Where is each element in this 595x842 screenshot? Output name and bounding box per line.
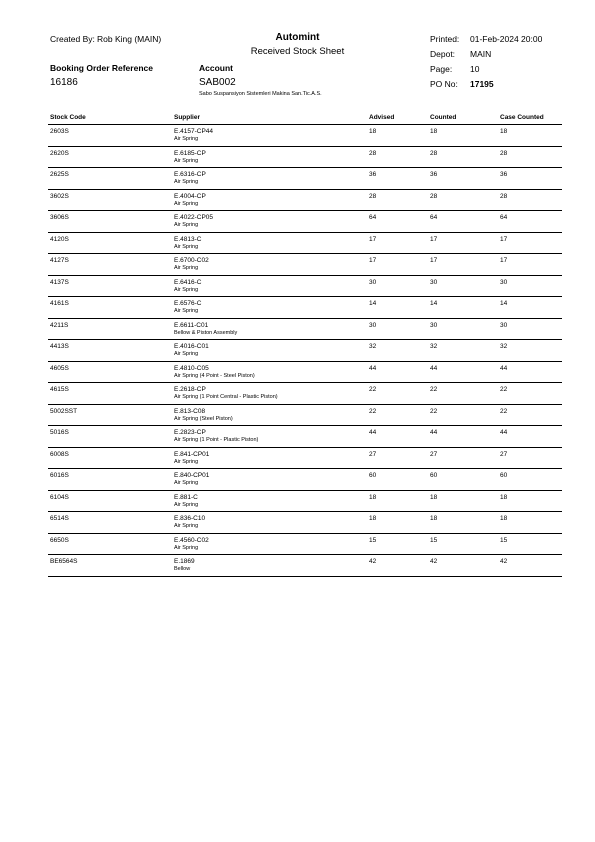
counted-qty: 15 [430,536,438,544]
counted-qty: 27 [430,450,438,458]
created-by-value: Rob King (MAIN) [97,34,162,44]
case-counted-qty: 30 [500,278,508,286]
case-counted-qty: 28 [500,192,508,200]
counted-qty: 18 [430,493,438,501]
advised-qty: 15 [369,536,377,544]
counted-qty: 22 [430,407,438,415]
stock-code: 6104S [50,493,69,501]
col-stock-code: Stock Code [50,114,86,121]
table-row [48,340,562,362]
advised-qty: 36 [369,171,377,178]
stock-code: 4413S [50,343,69,350]
case-counted-qty: 18 [500,515,508,522]
supplier-code: E.4810-C05 [174,364,209,372]
advised-qty: 14 [369,300,377,307]
supplier-code: E.2823-CP [174,429,206,436]
advised-qty: 18 [369,493,377,501]
item-description: Air Spring [174,179,199,185]
advised-qty: 28 [369,192,377,200]
counted-qty: 30 [430,278,438,286]
supplier-code: E.813-C08 [174,407,206,415]
counted-qty: 44 [430,364,438,372]
table-row [48,190,562,212]
supplier-code: E.6185-CP [174,149,206,157]
depot-value: MAIN [470,49,492,59]
case-counted-qty: 42 [500,558,508,565]
table-row [48,297,562,319]
supplier-code: E.6611-C01 [174,321,209,329]
case-counted-qty: 18 [500,128,508,135]
advised-qty: 27 [369,450,377,458]
table-row [48,383,562,405]
counted-qty: 44 [430,429,438,436]
stock-code: 3602S [50,192,69,200]
stock-code: 4615S [50,386,69,393]
advised-qty: 44 [369,364,377,372]
booking-ref-value: 16186 [50,77,78,88]
item-description: Air Spring [174,544,199,551]
stock-code: 6650S [50,536,69,544]
printed-label: Printed: [430,34,460,44]
table-row [48,555,562,577]
item-description: Air Spring (4 Point - Steel Piston) [174,372,255,379]
counted-qty: 64 [430,214,438,221]
created-by-label: Created By: [50,34,95,44]
account-name: Sabo Suspansiyon Sistemleri Makina San.Tic.A.S. [199,91,322,97]
table-row [48,362,562,384]
col-counted: Counted [430,114,457,121]
table-row [48,405,562,427]
case-counted-qty: 22 [500,386,508,393]
case-counted-qty: 64 [500,214,508,221]
table-row [48,512,562,534]
supplier-code: E.4004-CP [174,192,206,200]
advised-qty: 17 [369,257,377,264]
table-row [48,534,562,556]
table-row [48,469,562,491]
account-value: SAB002 [199,77,236,88]
item-description: Air Spring [174,501,199,508]
case-counted-qty: 28 [500,149,508,157]
table-row [48,276,562,298]
supplier-code: E.840-CP01 [174,472,210,479]
stock-code: 4137S [50,278,69,286]
advised-qty: 42 [369,558,377,565]
advised-qty: 18 [369,515,377,522]
table-row [48,448,562,470]
supplier-code: E.4157-CP44 [174,128,214,135]
case-counted-qty: 15 [500,536,508,544]
col-supplier: Supplier [174,114,201,121]
supplier-code: E.2618-CP [174,386,206,393]
page-label: Page: [430,64,453,74]
case-counted-qty: 18 [500,493,508,501]
col-case-counted: Case Counted [500,114,544,121]
case-counted-qty: 30 [500,321,508,329]
company-name: Automint [275,32,320,43]
stock-code: 2620S [50,149,69,157]
po-label: PO No: [430,79,458,89]
account-label: Account [199,63,233,73]
advised-qty: 30 [369,321,377,329]
counted-qty: 42 [430,558,438,565]
item-description: Air Spring [174,523,199,529]
case-counted-qty: 17 [500,235,508,243]
counted-qty: 17 [430,257,438,264]
advised-qty: 30 [369,278,377,286]
counted-qty: 32 [430,343,438,350]
counted-qty: 18 [430,128,438,135]
item-description: Air Spring (1 Point Central - Plastic Piston) [174,394,278,400]
table-row [48,233,562,255]
item-description: Air Spring [174,351,199,357]
table-row [48,254,562,276]
supplier-code: E.1869 [174,558,195,565]
col-advised: Advised [369,114,395,121]
advised-qty: 60 [369,472,377,479]
stock-code: 4127S [50,257,69,264]
stock-code: 5016S [50,429,69,436]
table-row [48,319,562,341]
table-row [48,426,562,448]
depot-label: Depot: [430,49,456,59]
counted-qty: 17 [430,235,438,243]
item-description: Bellow & Piston Assembly [174,329,238,336]
supplier-code: E.881-C [174,493,198,501]
item-description: Air Spring [174,458,199,465]
counted-qty: 14 [430,300,438,307]
item-description: Air Spring (Steel Piston) [174,415,233,422]
advised-qty: 18 [369,128,377,135]
case-counted-qty: 22 [500,407,508,415]
table-header [48,114,562,125]
case-counted-qty: 32 [500,343,508,350]
supplier-code: E.4016-C01 [174,343,209,350]
supplier-code: E.841-CP01 [174,450,210,458]
advised-qty: 64 [369,214,377,221]
advised-qty: 17 [369,235,377,243]
stock-code: 2603S [50,128,69,135]
counted-qty: 18 [430,515,438,522]
table-row [48,125,562,147]
booking-ref-label: Booking Order Reference [50,63,153,73]
case-counted-qty: 60 [500,472,508,479]
counted-qty: 36 [430,171,438,178]
stock-code: 6008S [50,450,69,458]
item-description: Air Spring [174,157,199,164]
stock-table [48,114,562,577]
case-counted-qty: 17 [500,257,508,264]
report-title: Received Stock Sheet [250,46,345,57]
stock-code: 4211S [50,321,69,329]
advised-qty: 22 [369,407,377,415]
supplier-code: E.6316-CP [174,171,206,178]
stock-code: 2625S [50,171,69,178]
item-description: Air Spring [174,265,199,271]
stock-code: 4605S [50,364,69,372]
supplier-code: E.6700-C02 [174,257,209,264]
page-value: 10 [470,64,480,74]
stock-code: 3606S [50,214,69,221]
supplier-code: E.6576-C [174,300,202,307]
supplier-code: E.4022-CP05 [174,214,214,221]
stock-code: 6016S [50,472,69,479]
printed-value: 01-Feb-2024 20:00 [470,34,543,44]
advised-qty: 22 [369,386,377,393]
supplier-code: E.4813-C [174,235,202,243]
item-description: Air Spring [174,286,199,293]
item-description: Air Spring [174,200,199,207]
stock-code: 4120S [50,235,69,243]
table-row [48,168,562,190]
item-description: Bellow [174,566,191,572]
table-row [48,491,562,513]
item-description: Air Spring [174,480,199,486]
stock-code: BE6564S [50,558,78,565]
case-counted-qty: 44 [500,364,508,372]
supplier-code: E.836-C10 [174,515,206,522]
item-description: Air Spring [174,243,199,250]
table-row [48,147,562,169]
counted-qty: 30 [430,321,438,329]
counted-qty: 22 [430,386,438,393]
stock-code: 4161S [50,300,69,307]
item-description: Air Spring [174,308,199,314]
case-counted-qty: 36 [500,171,508,178]
advised-qty: 28 [369,149,377,157]
supplier-code: E.6416-C [174,278,202,286]
table-body [48,125,562,577]
counted-qty: 28 [430,192,438,200]
advised-qty: 32 [369,343,377,350]
table-row [48,211,562,233]
counted-qty: 28 [430,149,438,157]
stock-code: 6514S [50,515,69,522]
item-description: Air Spring [174,222,199,228]
case-counted-qty: 44 [500,429,508,436]
item-description: Air Spring [174,136,199,142]
stock-code: 5002SST [50,407,78,415]
case-counted-qty: 27 [500,450,508,458]
case-counted-qty: 14 [500,300,508,307]
advised-qty: 44 [369,429,377,436]
item-description: Air Spring (1 Point - Plastic Piston) [174,437,259,443]
supplier-code: E.4560-C02 [174,536,209,544]
counted-qty: 60 [430,472,438,479]
po-value: 17195 [470,79,494,89]
